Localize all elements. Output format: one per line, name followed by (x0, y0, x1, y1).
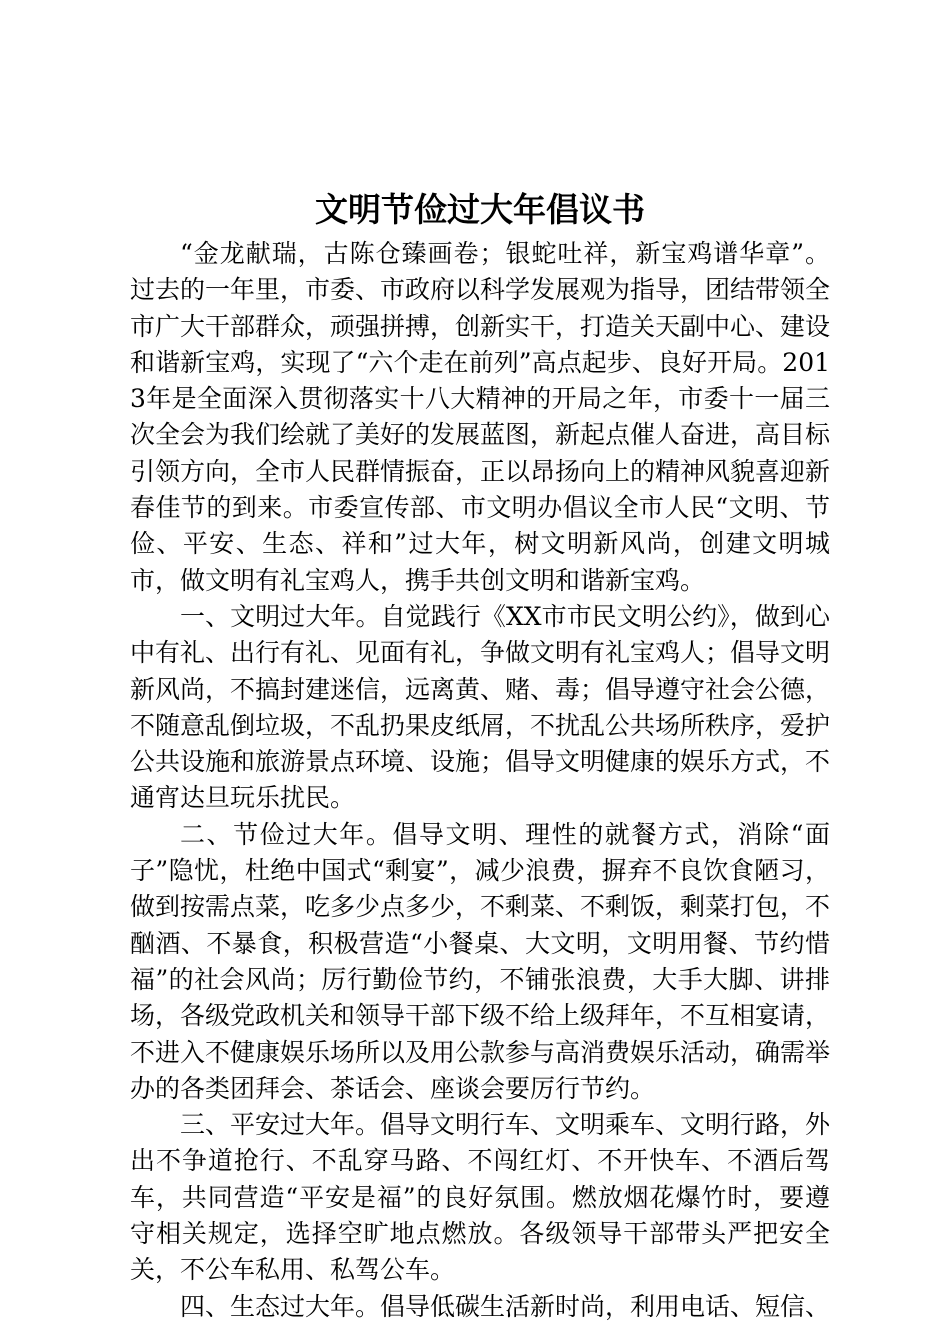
document-title: 文明节俭过大年倡议书 (315, 190, 645, 229)
paragraph-ecological: 四、生态过大年。倡导低碳生活新时尚，利用电话、短信、 (180, 1291, 831, 1321)
paragraph-safe: 三、平安过大年。倡导文明行车、文明乘车、文明行路，外出不争道抢行、不乱穿马路、不闯红灯、不开快车、不酒后驾车，共同营造“平安是福”的良好氛围。燃放烟花爆竹时，要遵守相关规定，选择空旷地点燃放。各级领导干部带头严把安全关，不公车私用、私驾公车。 (130, 1110, 831, 1285)
document-page (130, 188, 830, 1325)
paragraph-intro: “金龙献瑞，古陈仓臻画卷；银蛇吐祥，新宝鸡谱华章”。过去的一年里，市委、市政府以科学发展观为指导，团结带领全市广大干部群众，顽强拼搏，创新实干，打造关天副中心、建设和谐新宝鸡，实现了“六个走在前列”高点起步、良好开局。2013年是全面深入贯彻落实十八大精神的开局之年，市委十一届三次全会为我们绘就了美好的发展蓝图，新起点催人奋进，高目标引领方向，全市人民群情振奋，正以昂扬向上的精神风貌喜迎新春佳节的到来。市委宣传部、市文明办倡议全市人民“文明、节俭、平安、生态、祥和”过大年，树文明新风尚，创建文明城市，做文明有礼宝鸡人，携手共创文明和谐新宝鸡。 (130, 239, 831, 595)
paragraph-civilized: 一、文明过大年。自觉践行《XX市市民文明公约》，做到心中有礼、出行有礼、见面有礼，争做文明有礼宝鸡人；倡导文明新风尚，不搞封建迷信，远离黄、赌、毒；倡导遵守社会公德，不随意乱倒垃圾，不乱扔果皮纸屑，不扰乱公共场所秩序，爱护公共设施和旅游景点环境、设施；倡导文明健康的娱乐方式，不通宵达旦玩乐扰民。 (130, 601, 831, 813)
paragraph-frugal: 二、节俭过大年。倡导文明、理性的就餐方式，消除“面子”隐忧，杜绝中国式“剩宴”，减少浪费，摒弃不良饮食陋习，做到按需点菜，吃多少点多少，不剩菜、不剩饭，剩菜打包，不酗酒、不暴食，积极营造“小餐桌、大文明，文明用餐、节约惜福”的社会风尚；厉行勤俭节约，不铺张浪费，大手大脚、讲排场，各级党政机关和领导干部下级不给上级拜年，不互相宴请，不进入不健康娱乐场所以及用公款参与高消费娱乐活动，确需举办的各类团拜会、茶话会、座谈会要厉行节约。 (130, 819, 831, 1103)
